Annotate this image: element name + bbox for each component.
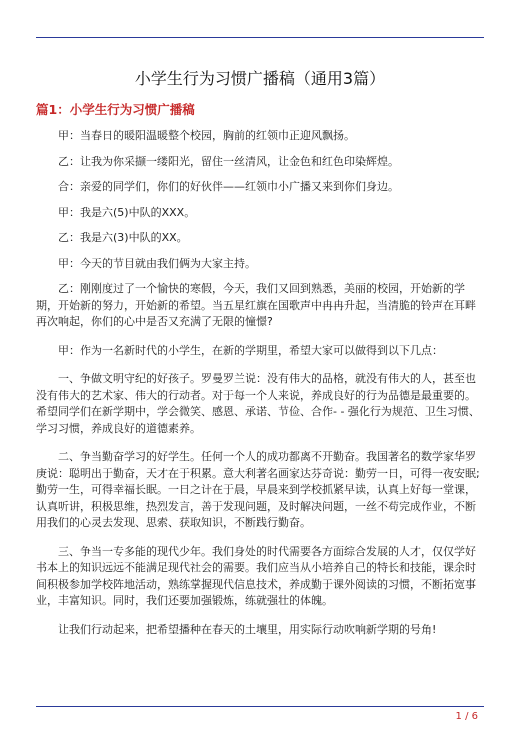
header-rule (36, 37, 484, 38)
footer-rule (36, 706, 484, 707)
paragraph: 乙：我是六(3)中队的XX。 (58, 231, 188, 244)
paragraph: 乙：刚刚度过了一个愉快的寒假，今天，我们又回到熟悉，美丽的校园，开始新的学期，开始新的努力，开始新的希望。当五星红旗在国歌声中冉冉升起，当清脆的铃声在耳畔再次响起，你们的心中是否又充满了无限的憧憬? (36, 282, 476, 328)
page-indicator: 1 / 6 (455, 711, 478, 722)
paragraph: 甲：我是六(5)中队的XXX。 (58, 205, 196, 219)
paragraph: 甲：当春日的暖阳温暖整个校园，胸前的红领巾正迎风飘扬。 (58, 129, 355, 142)
paragraph: 三、争当一专多能的现代少年。我们身处的时代需要各方面综合发展的人才，仅仅学好书本上的知识远远不能满足现代社会的需要。我们应当从小培养自己的特长和技能，课余时间积极参加学校阵地活动，熟练掌握现代信息技术，养成勤于课外阅读的习惯，不断拓宽事业，丰富知识。同时，我们还要加强锻炼，练就强壮的体魄。 (36, 544, 476, 607)
paragraph: 乙：让我为你采撷一缕阳光，留住一丝清风，让金色和红色印染辉煌。 (58, 154, 399, 168)
section-heading: 篇1：小学生行为习惯广播稿 (36, 102, 195, 117)
paragraph: 二、争当勤奋学习的好学生。任何一个人的成功都离不开勤奋。我国著名的数学家华罗庚说：聪明出于勤奋，天才在于积累。意大利著名画家达芬奇说：勤劳一日，可得一夜安眠;勤劳一生，可得幸福长眠。一日之计在于晨，早晨来到学校抓紧早读，认真上好每一堂课，认真听讲，积极思维，热烈发言，善于发现问题，及时解决问题，一丝不苟完成作业，不断用我们的心灵去发现、思索、获取知识，不断践行勤奋。 (36, 450, 480, 529)
document-title: 小学生行为习惯广播稿（通用3篇） (134, 69, 386, 88)
paragraph: 合：亲爱的同学们，你们的好伙伴——红领巾小广播又来到你们身边。 (58, 180, 399, 193)
paragraph: 甲：作为一名新时代的小学生，在新的学期里，希望大家可以做得到以下几点： (58, 343, 443, 357)
paragraph: 甲：今天的节目就由我们俩为大家主持。 (58, 256, 256, 270)
paragraph: 让我们行动起来，把希望播种在春天的土壤里，用实际行动吹响新学期的号角! (58, 622, 437, 636)
document-body (36, 128, 484, 647)
paragraph: 一、争做文明守纪的好孩子。罗曼罗兰说：没有伟大的品格，就没有伟大的人，甚至也没有伟大的艺术家、伟大的行动者。对于每一个人来说，养成良好的行为品德是最重要的。希望同学们在新学期中，学会微笑、感恩、承诺、节俭、合作- - 强化行为规范、卫生习惯、学习习惯，养成良好的道德素养。 (36, 372, 480, 435)
